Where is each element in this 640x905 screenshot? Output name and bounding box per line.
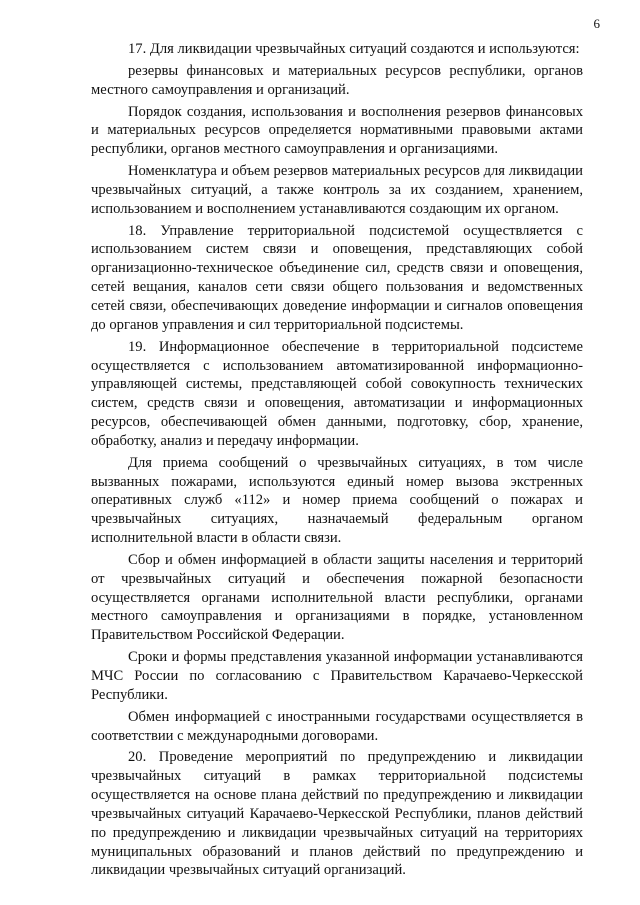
paragraph-foreign-exchange: Обмен информацией с иностранными государствами осуществляется в соответствии с международными договорами.: [91, 708, 583, 744]
paragraph-information-exchange: Сбор и обмен информацией в области защиты населения и территорий от чрезвычайных ситуаций и обеспечения пожарной безопасности осуществляется органами исполнительной власти республики, органами местного самоуправления и организациями в порядке, установленном Правительством Российской Федерации.: [91, 551, 583, 644]
paragraph-20-action-plans: 20. Проведение мероприятий по предупреждению и ликвидации чрезвычайных ситуаций в рамках территориальной подсистемы осуществляется на основе плана действий по предупреждению и ликвидации чрезвычайных ситуаций Карачаево-Черкесской Республики, планов действий по предупреждению и ликвидации чрезвычайных ситуаций на территориях муниципальных образований и планов действий по предупреждению и ликвидации чрезвычайных ситуаций организаций.: [91, 749, 583, 879]
paragraph-19-information: 19. Информационное обеспечение в территориальной подсистеме осуществляется с использованием автоматизированной информационно-управляющей системы, представляющей собой совокупность технических систем, средств связи и оповещения, автоматизации и информационных ресурсов, обеспечивающей обмен данными, подготовку, сбор, хранение, обработку, анализ и передачу информации.: [91, 338, 583, 449]
paragraph-reserves-procedure: Порядок создания, использования и восполнения резервов финансовых и материальных ресурсов определяется нормативными правовыми актами республики, органов местного самоуправления и организациями.: [91, 103, 583, 158]
paragraph-reserves: резервы финансовых и материальных ресурсов республики, органов местного самоуправления и организаций.: [91, 62, 583, 98]
paragraph-17-intro: 17. Для ликвидации чрезвычайных ситуаций создаются и используются:: [128, 41, 580, 57]
paragraph-reserves-nomenclature: Номенклатура и объем резервов материальных ресурсов для ликвидации чрезвычайных ситуаций, а также контроль за их созданием, хранением, использованием и восполнением устанавливаются создающим их органом.: [91, 163, 583, 217]
paragraph-emergency-number: Для приема сообщений о чрезвычайных ситуациях, в том числе вызванных пожарами, используются единый номер вызова экстренных оперативных служб «112» и номер приема сообщений о пожарах и чрезвычайных ситуациях, назначаемый федеральным органом исполнительной власти в области связи.: [91, 454, 583, 547]
document-body: [91, 40, 583, 880]
page-number: 6: [593, 16, 600, 31]
paragraph-reporting-deadlines: Сроки и формы представления указанной информации устанавливаются МЧС России по согласованию с Правительством Карачаево-Черкесской Республики.: [91, 649, 583, 703]
paragraph-18-management: 18. Управление территориальной подсистемой осуществляется с использованием систем связи и оповещения, представляющих собой организационно-техническое объединение сил, средств связи и оповещения, сетей вещания, каналов сети связи общего пользования и ведомственных сетей связи, обеспечивающих доведение информации и сигналов оповещения до органов управления и сил территориальной подсистемы.: [91, 222, 583, 333]
